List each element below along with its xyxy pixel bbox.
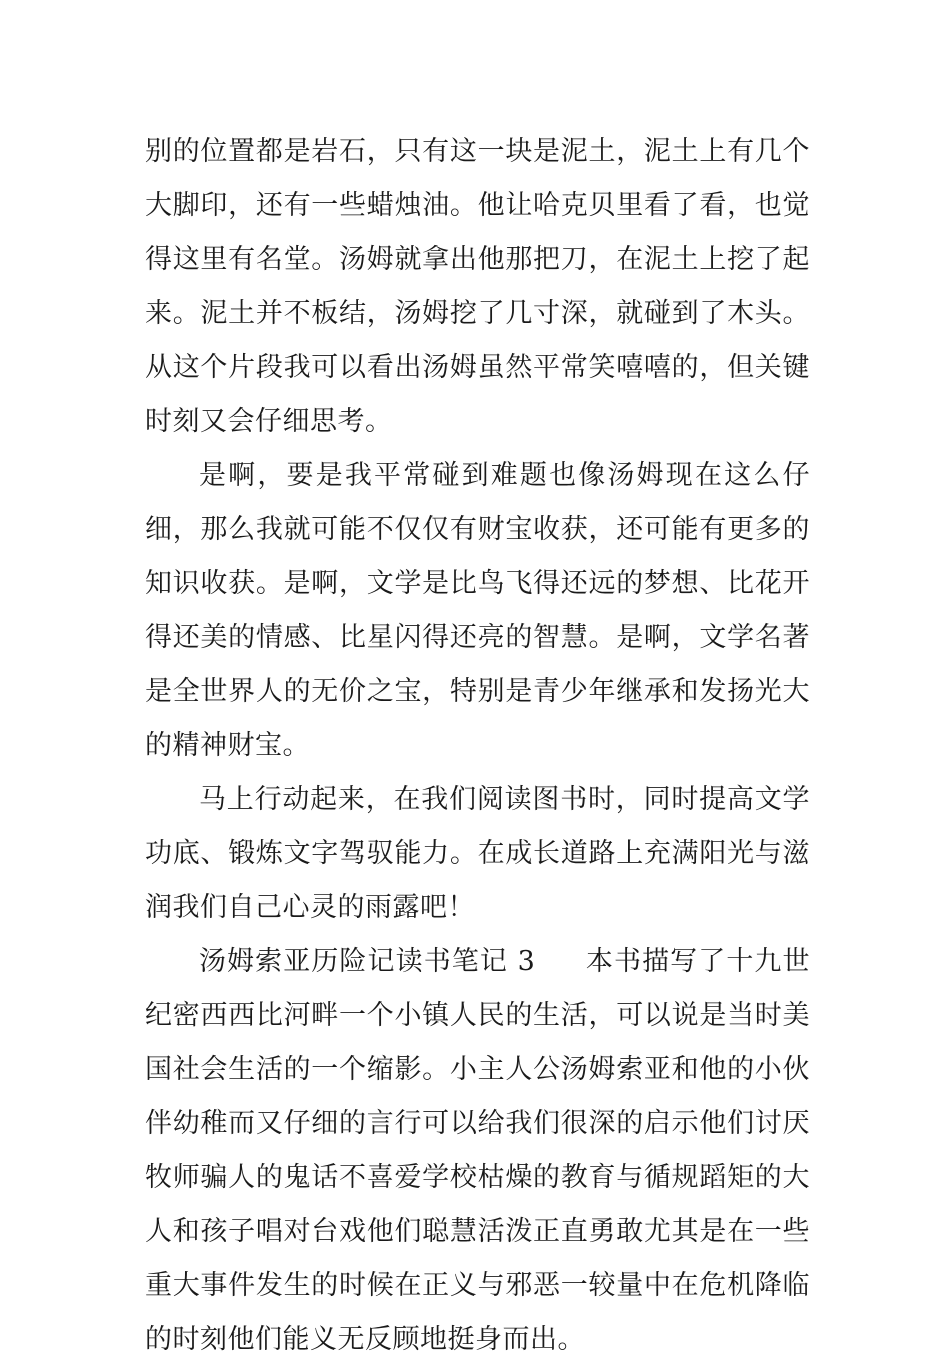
section-heading: 汤姆索亚历险记读书笔记 3 xyxy=(199,946,536,977)
paragraph-reading-note-3 xyxy=(145,935,810,1367)
paragraph-call-to-action: 马上行动起来，在我们阅读图书时，同时提高文学功底、锻炼文字驾驭能力。在成长道路上充满阳光与滋润我们自己心灵的雨露吧！ xyxy=(145,784,810,923)
document-body xyxy=(145,125,810,1367)
paragraph-continuation: 别的位置都是岩石，只有这一块是泥土，泥土上有几个大脚印，还有一些蜡烛油。他让哈克贝里看了看，也觉得这里有名堂。汤姆就拿出他那把刀，在泥土上挖了起来。泥土并不板结，汤姆挖了几寸深，就碰到了木头。从这个片段我可以看出汤姆虽然平常笑嘻嘻的，但关键时刻又会仔细思考。 xyxy=(145,136,810,437)
section-body-text: 本书描写了十九世纪密西西比河畔一个小镇人民的生活，可以说是当时美国社会生活的一个缩影。小主人公汤姆索亚和他的小伙伴幼稚而又仔细的言行可以给我们很深的启示他们讨厌牧师骗人的鬼话不喜爱学校枯燥的教育与循规蹈矩的大人和孩子唱对台戏他们聪慧活泼正直勇敢尤其是在一些重大事件发生的时候在正义与邪恶一较量中在危机降临的时刻他们能义无反顾地挺身而出。 xyxy=(145,946,811,1355)
paragraph-reflection: 是啊，要是我平常碰到难题也像汤姆现在这么仔细，那么我就可能不仅仅有财宝收获，还可能有更多的知识收获。是啊，文学是比鸟飞得还远的梦想、比花开得还美的情感、比星闪得还亮的智慧。是啊，文学名著是全世界人的无价之宝，特别是青少年继承和发扬光大的精神财宝。 xyxy=(145,460,810,761)
